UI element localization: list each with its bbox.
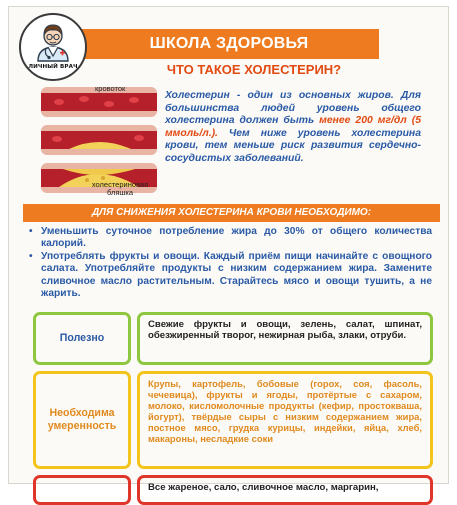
section-heading: ДЛЯ СНИЖЕНИЯ ХОЛЕСТЕРИНА КРОВИ НЕОБХОДИМО: (91, 207, 372, 218)
food-row-moderate (33, 371, 433, 469)
page-title: ШКОЛА ЗДОРОВЬЯ (149, 35, 309, 52)
list-item: • Уменьшить суточное потребление жира до 30% от общего количества калорий. (27, 226, 432, 251)
food-row-useful (33, 312, 433, 365)
question-heading: ЧТО ТАКОЕ ХОЛЕСТЕРИН? (166, 62, 342, 77)
artery-illustration (39, 81, 159, 203)
cholesterol-norm: менее 200 мг/дл (5 ммоль/л.). (165, 115, 421, 139)
food-category-label: Необходима умеренность (33, 371, 131, 469)
label-bloodstream: кровоток (95, 84, 126, 93)
poster (8, 6, 449, 493)
intro-text-part1: Холестерин - один из основных жиров. Для большинства людей уровень общего холестерина должен быть (165, 90, 421, 127)
intro-text-part2: Чем ниже уровень холестерина крови, тем меньше риск развития сердечно-сосудистых заболеваний. (165, 127, 421, 164)
list-item: • Употреблять фрукты и овощи. Каждый приём пищи начинайте с овощного салата. Употребляйте продукты с низким содержанием жира. Замените сливочное масло растительным. Старайтесь мясо и овощи тушить, а не жарить. (27, 251, 432, 301)
food-category-items: Все жареное, сало, сливочное масло, маргарин, (137, 475, 433, 505)
food-category-items: Свежие фрукты и овощи, зелень, салат, шпинат, обезжиренный творог, нежирная рыба, злаки, отруби. (137, 312, 433, 365)
food-category-label (33, 475, 131, 505)
doctor-avatar-icon (35, 21, 71, 61)
food-category-items: Крупы, картофель, бобовые (горох, соя, фасоль, чечевица), фрукты и ягоды, протёртые с сахаром, молоко, кисломолочные продукты (кефир, простокваша, йогурт), твёрдые сыры с низким содержанием жира, постное мясо, грудка курицы, индейки, яйца, хлеб, макароны, несладкие соки (137, 371, 433, 469)
food-category-label: Полезно (33, 312, 131, 365)
doctor-badge[interactable] (19, 13, 87, 81)
badge-label: ЛИЧНЫЙ ВРАЧ (28, 64, 78, 70)
intro-text (165, 90, 421, 166)
food-row-harmful (33, 475, 433, 505)
label-plaque: холестериновая бляшка (91, 180, 149, 197)
recommendations-list (27, 226, 432, 300)
artery-narrowing (41, 125, 157, 155)
